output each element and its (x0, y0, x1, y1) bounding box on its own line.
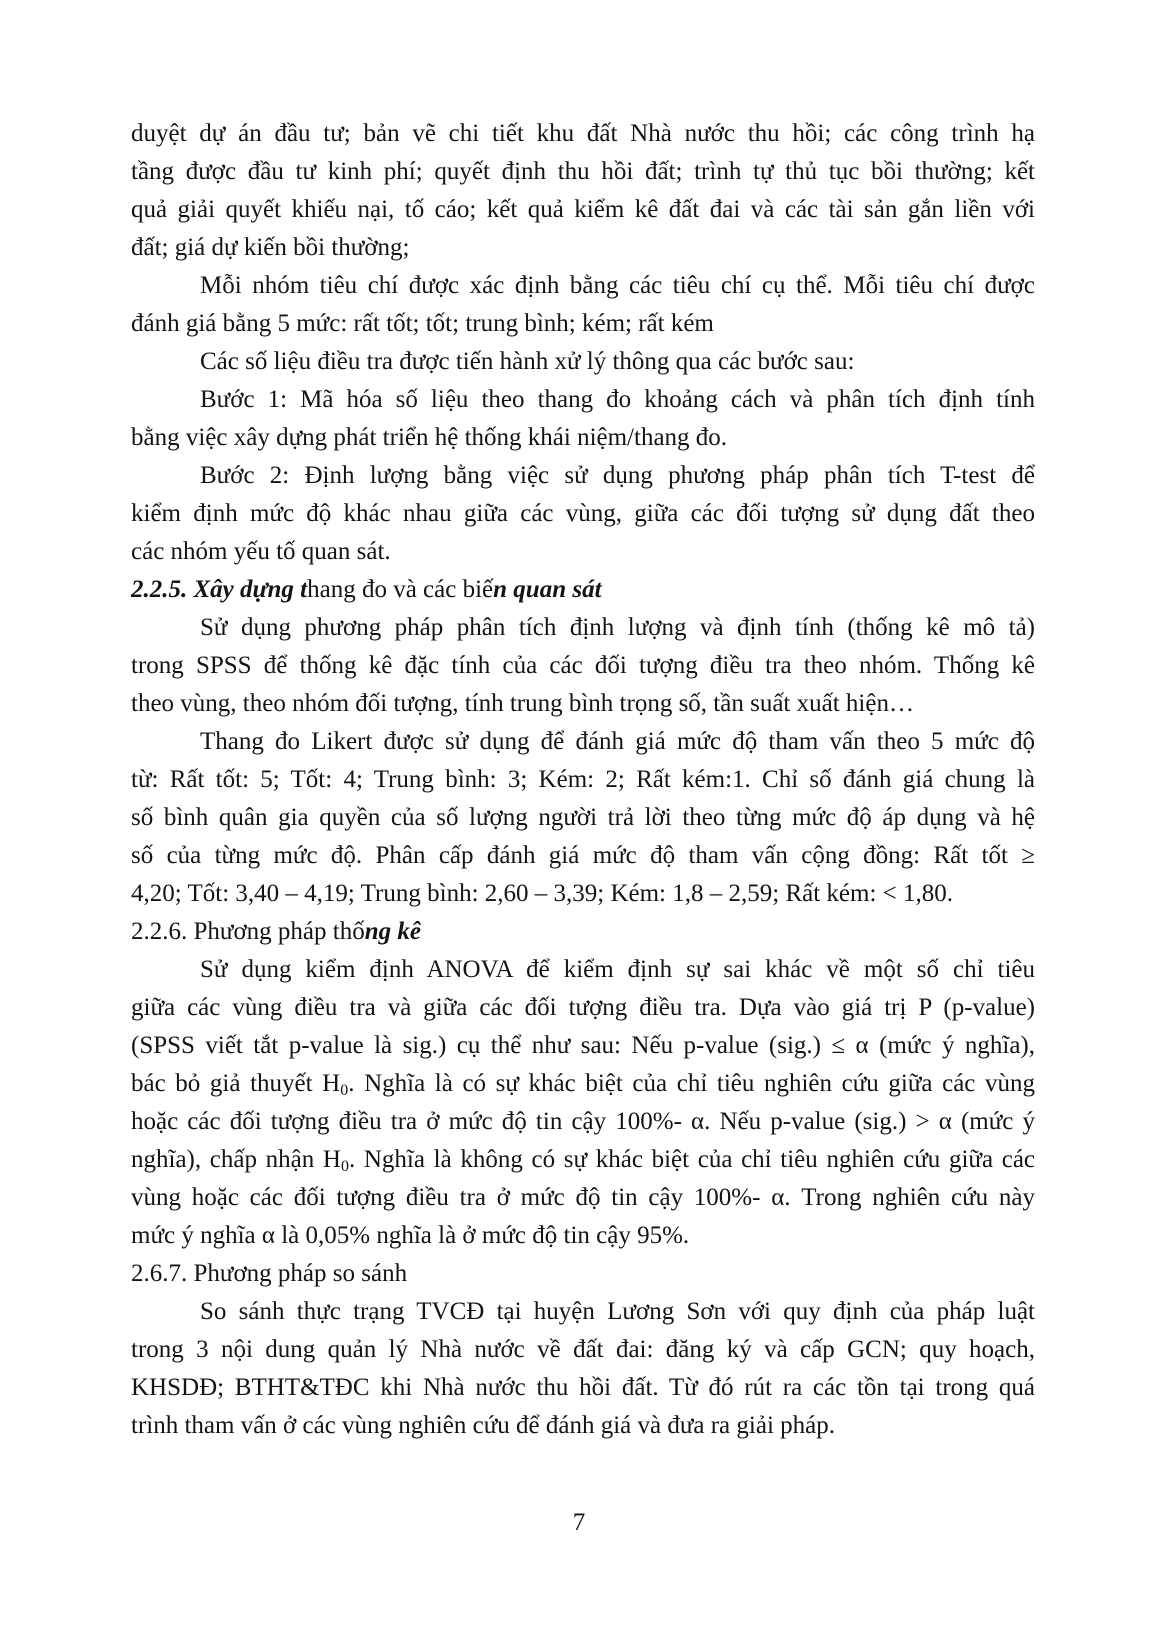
section-heading-2-2-6 (131, 913, 1035, 951)
text-run: nghĩa), chấp nhận H (131, 1146, 341, 1173)
paragraph-line: các nhóm yếu tố quan sát. (131, 538, 391, 565)
paragraph-line: Bước 2: Định lượng bằng việc sử dụng phương pháp phân tích T-test để (200, 462, 1035, 489)
paragraph-line: tầng được đầu tư kinh phí; quyết định thu hồi đất; trình tự thủ tục bồi thường; kết (131, 158, 1035, 185)
paragraph-line: So sánh thực trạng TVCĐ tại huyện Lương Sơn với quy định của pháp luật (200, 1298, 1035, 1325)
paragraph-line: bằng việc xây dựng phát triển hệ thống khái niệm/thang đo. (131, 424, 728, 451)
paragraph-line: trong SPSS để thống kê đặc tính của các đối tượng điều tra theo nhóm. Thống kê (131, 652, 1035, 679)
paragraph-line: Sử dụng phương pháp phân tích định lượng và định tính (thống kê mô tả) (200, 614, 1035, 641)
paragraph-line: số bình quân gia quyền của số lượng người trả lời theo từng mức độ áp dụng và hệ (131, 804, 1035, 831)
heading-part: 2.2.6. Phương pháp thố (131, 918, 365, 945)
heading-part: ng kê (364, 918, 421, 945)
paragraph-line: mức ý nghĩa α là 0,05% nghĩa là ở mức độ tin cậy 95%. (131, 1222, 690, 1249)
heading-part: n quan sát (493, 576, 602, 603)
paragraph-line: KHSDĐ; BTHT&TĐC khi Nhà nước thu hồi đất. Từ đó rút ra các tồn tại trong quá (131, 1374, 1035, 1401)
paragraph-line: quả giải quyết khiếu nại, tố cáo; kết quả kiểm kê đất đai và các tài sản gắn liền với (131, 196, 1035, 223)
paragraph-line: Mỗi nhóm tiêu chí được xác định bằng các tiêu chí cụ thể. Mỗi tiêu chí được (200, 272, 1035, 299)
paragraph-line: đánh giá bằng 5 mức: rất tốt; tốt; trung bình; kém; rất kém (131, 310, 714, 337)
paragraph-line: Sử dụng kiểm định ANOVA để kiểm định sự sai khác về một số chỉ tiêu (200, 956, 1035, 983)
section-heading-2-2-5 (131, 571, 1035, 609)
paragraph-line: theo vùng, theo nhóm đối tượng, tính trung bình trọng số, tần suất xuất hiện… (131, 690, 914, 717)
paragraph-line: Bước 1: Mã hóa số liệu theo thang đo khoảng cách và phân tích định tính (200, 386, 1035, 413)
paragraph-line: Thang đo Likert được sử dụng để đánh giá mức độ tham vấn theo 5 mức độ (200, 728, 1035, 755)
paragraph-line: trong 3 nội dung quản lý Nhà nước về đất đai: đăng ký và cấp GCN; quy hoạch, (131, 1336, 1035, 1363)
heading-part: 2.2.5. Xây dựng t (131, 576, 308, 603)
paragraph-line: 4,20; Tốt: 3,40 – 4,19; Trung bình: 2,60 – 3,39; Kém: 1,8 – 2,59; Rất kém: < 1,80. (131, 880, 953, 907)
paragraph-line: số của từng mức độ. Phân cấp đánh giá mức độ tham vấn cộng đồng: Rất tốt ≥ (131, 842, 1035, 869)
text-run: . Nghĩa là có sự khác biệt của chỉ tiêu nghiên cứu giữa các vùng (348, 1070, 1035, 1097)
paragraph-line: duyệt dự án đầu tư; bản vẽ chi tiết khu đất Nhà nước thu hồi; các công trình hạ (131, 120, 1035, 147)
paragraph-line: (SPSS viết tắt p-value là sig.) cụ thể như sau: Nếu p-value (sig.) ≤ α (mức ý nghĩa), (131, 1032, 1035, 1059)
paragraph-line: kiểm định mức độ khác nhau giữa các vùng, giữa các đối tượng sử dụng đất theo (131, 500, 1035, 527)
page-number: 7 (572, 1509, 586, 1536)
subscript: 0 (340, 1082, 349, 1099)
paragraph-line: hoặc các đối tượng điều tra ở mức độ tin cậy 100%- α. Nếu p-value (sig.) > α (mức ý (131, 1108, 1035, 1135)
paragraph-line: Các số liệu điều tra được tiến hành xử lý thông qua các bước sau: (200, 348, 855, 375)
paragraph-line: vùng hoặc các đối tượng điều tra ở mức độ tin cậy 100%- α. Trong nghiên cứu này (131, 1184, 1035, 1211)
paragraph-line: giữa các vùng điều tra và giữa các đối tượng điều tra. Dựa vào giá trị P (p-value) (131, 994, 1035, 1021)
paragraph-line: trình tham vấn ở các vùng nghiên cứu để đánh giá và đưa ra giải pháp. (131, 1412, 835, 1439)
heading-part: hang đo và các biế (307, 576, 494, 603)
section-heading-2-6-7: 2.6.7. Phương pháp so sánh (131, 1260, 408, 1287)
text-run: . Nghĩa là không có sự khác biệt của chỉ tiêu nghiên cứu giữa các (348, 1146, 1035, 1173)
subscript: 0 (340, 1158, 349, 1175)
paragraph-line: đất; giá dự kiến bồi thường; (131, 234, 410, 261)
paragraph-line (131, 1065, 1035, 1103)
paragraph-line (131, 1141, 1035, 1179)
paragraph-line: từ: Rất tốt: 5; Tốt: 4; Trung bình: 3; Kém: 2; Rất kém:1. Chỉ số đánh giá chung là (131, 766, 1035, 793)
text-run: bác bỏ giả thuyết H (131, 1070, 341, 1097)
